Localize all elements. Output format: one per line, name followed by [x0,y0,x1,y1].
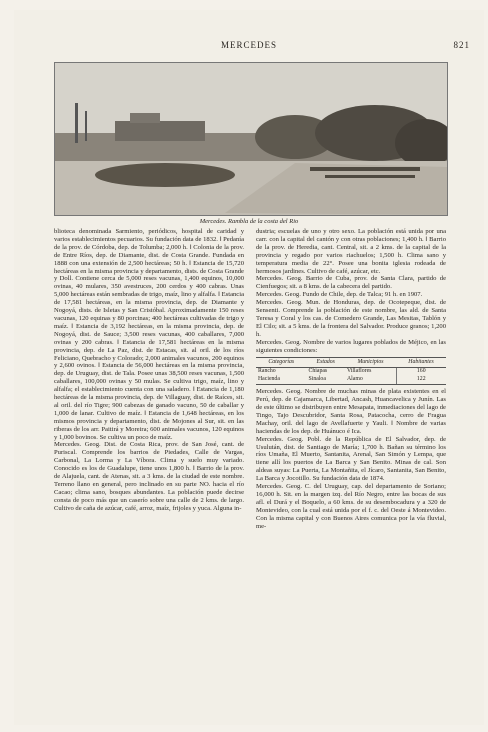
paragraph: Mercedes. Geog. Nombre de varios lugares poblados de Méjico, en las siguientes condiciones: [256,338,446,354]
table-cell: 160 [396,368,446,376]
paragraph: Mercedes. Geog. Fundo de Chile, dep. de Talca; 91 h. en 1907. [256,291,423,299]
table-row [256,376,446,384]
left-column [54,228,244,513]
paragraph: Mercedes. Geog. C. del Uruguay, cap. del departamento de Soriano; 16,000 h. Sit. en la margen izq. del Río Negro, entre las bocas de sus afl. el Durá y el Boquelo, a 60 kms. de su desembocadura y a 320 de Montevideo, con la cual está unida por el f. c. del Oeste á Montevideo. Con la misma capital y con Buenos Aires comunica por la vía fluvial, me- [256,483,446,530]
table-row [256,368,446,376]
text-columns [54,228,446,688]
right-column [256,228,446,531]
mexico-places-table [256,357,446,386]
table-header: Categorías [256,357,307,368]
table-header: Habitantes [396,357,446,368]
table-cell: Hacienda [256,376,307,384]
table-cell: Alamo [345,376,396,384]
paragraph: Mercedes. Geog. Nombre de muchas minas de plata existentes en el Perú, dep. de Cajamarca, Libertad, Ancash, Huancavelica y Junín. Las de este último se distribuyen entre Mesapata, inmediaciones del lago de Tingo, Tajo Descubridor, Santa Rosa, Patacocha, cerro de Fragua Machay, oril. del lago de Avellafuerte y Yauli. ‖ Nombre de varias haciendas de los dep. de Huánuco é Ica. [256,388,446,435]
running-title: MERCEDES [220,40,277,50]
paragraph: blioteca denominada Sarmiento, periódicos, hospital de caridad y varios establecimientos pecuarios. Su fundación data de 1832. ‖ Pedanía de la prov. de Córdoba, dep. de Tolumba; 2,000 h. ‖ Colonia de la prov. de Entre Ríos, dep. de Diamante, dist. de Costa Grande. Fundada en 1888 con una extensión de 2,500 hectáreas; 50 h. ‖ Estancia de 15,720 hectáreas en la misma provincia y departamento, dists. de Costa Grande y Doll. Contiene cerca de 5,000 reses vacunas, 1,400 equinos, 10,000 ovinas, 40 mulares, 350 avestruces, 200 cerdos y 400 cabras. Unas 5,000 hectáreas están sembradas de trigo, maíz, lino y alfalfa. ‖ Estancia de 17,581 hectáreas, en la misma provincia, dep. de Diamante y Nogoyá, dists. de Isletas y San Cristóbal. Aproximadamente 150 reses vacunas, 120 equinas y 80 porcinas; 400 hectáreas cultivadas de trigo y maíz. ‖ Estancia de 3,192 hectáreas, en la misma provincia, dep. de Nogoyá, dist. de Sauce; 3,500 reses vacunas, 400 caballares, 7,000 ovinas y 200 cabras. ‖ Estancia de 17,581 hectáreas en la misma provincia, dep. de La Paz, dist. de Estacas, sit. al oril. de los ríos Feliciano, Quebracho y Colorado; 2,000 animales vacunos, 200 equinos y 2,600 ovinos. ‖ Estancia de 56,000 hectáreas en la misma provincia, dep. de Uruguay, dist. de Tala. Posee unas 38,500 reses vacunas, 1,500 caballares, 100,000 ovinas y 50 mulas. Se cultiva trigo, maíz, lino y alfalfa; el establecimiento cuenta con una saladero. ‖ Estancia de 1,180 hectáreas de la misma provincia, dep. de Villaguay, dist. de Raíces, sit. al oril. del río Tigre; 900 cabezas de ganado vacuno, 50 de caballar y 1,000 de lanar. Cultivo de maíz. ‖ Estancia de 1,648 hectáreas, en los mismos provincia y departamento, dist. de Mojones al Sur, sit. en las riberas de los arr. Paitirá y Moreira; 600 animales vacunos, 120 equinos y 1,000 bovinos. Se cultiva un poco de maíz. [54,228,244,441]
photo-caption: Mercedes. Rambla de la costa del Rio [199,218,299,225]
table-cell: Sinaloa [307,376,345,384]
table-cell: Rancho [258,368,276,375]
table-header: Estados [307,357,345,368]
photograph [54,62,448,216]
table-cell: Villaflores [346,368,372,375]
page-header [14,40,484,54]
table-header-row [256,357,446,368]
page [14,10,484,725]
photo-scene [55,63,447,215]
paragraph: Mercedes. Geog. Mun. de Honduras, dep. de Ocotepeque, dist. de Sensenti. Comprende la población de este nombre, las ald. de Santa Teresa y Coral y los cas. de Comedero Grande, Las Mesitas, Tablón y El Cilo; sit. a 5 kms. de la frontera del Salvador. Produce granos; 1,200 h. [256,299,446,338]
table-header: Municipios [345,357,396,368]
paragraph: Mercedes. Geog. Barrio de Cuba, prov. de Santa Clara, partido de Cienfuegos; sit. a 8 kms. de la cabecera del partido. [256,275,446,291]
paragraph: Mercedes. Geog. Pobl. de la República de El Salvador, dep. de Usulután, dist. de Santiago de María; 1,700 h. Bañan su término los ríos Umaña, El Muerto, Santanita, Arenal, San Simón y Lempa, que tiene allí los puertos de La Barca y San Benito. Minas de cal. Son aldeas suyas: La Puerta, La Montañita, el Jícaro, Santanita, San Benito, La Barca y Jocotillo. Su fundación data de 1874. [256,435,446,483]
paragraph: Mercedes. Geog. Dist. de Costa Rica, prov. de San José, cant. de Puriscal. Comprende los barrios de Piedades, Calle de Vargas, Carbonal, La Lorma y La Víbora. Clima y suelo muy variado. Conocido es los de Guadalupe, tiene unos 1,800 h. ‖ Barrio de la prov. de Alajuela, cant. de Atenas, sit. a 3 kms. de la ciudad de este nombre. Terreno llano en general, pero inclinado en su parte NO. hacia el río Cacao; clima sano, bosques abundantes. La población puede decirse consta de poco más que un caserío sobre una calle de 2 kms. de largo. Cultivo de caña de azúcar, café, arroz, maíz, frijoles y yuca. Alguna in- [54,441,244,512]
page-number: 821 [453,40,470,50]
table-cell: Chiapas [308,368,328,375]
table-cell: 122 [396,376,446,384]
paragraph: dustria; escuelas de uno y otro sexo. La población está unida por una carr. con la capital del cantón y con otras poblaciones; 1,400 h. ‖ Barrio de la prov. de Heredia, cant. Central, sit. a 2 kms. de la capital de la provincia y regado por varios riachuelos; 1,500 h. Clima sano y temperatura media de 22°. Posee una bonita iglesia rodeada de hermosos jardines. Cultivo de café, azúcar, etc. [256,228,446,275]
